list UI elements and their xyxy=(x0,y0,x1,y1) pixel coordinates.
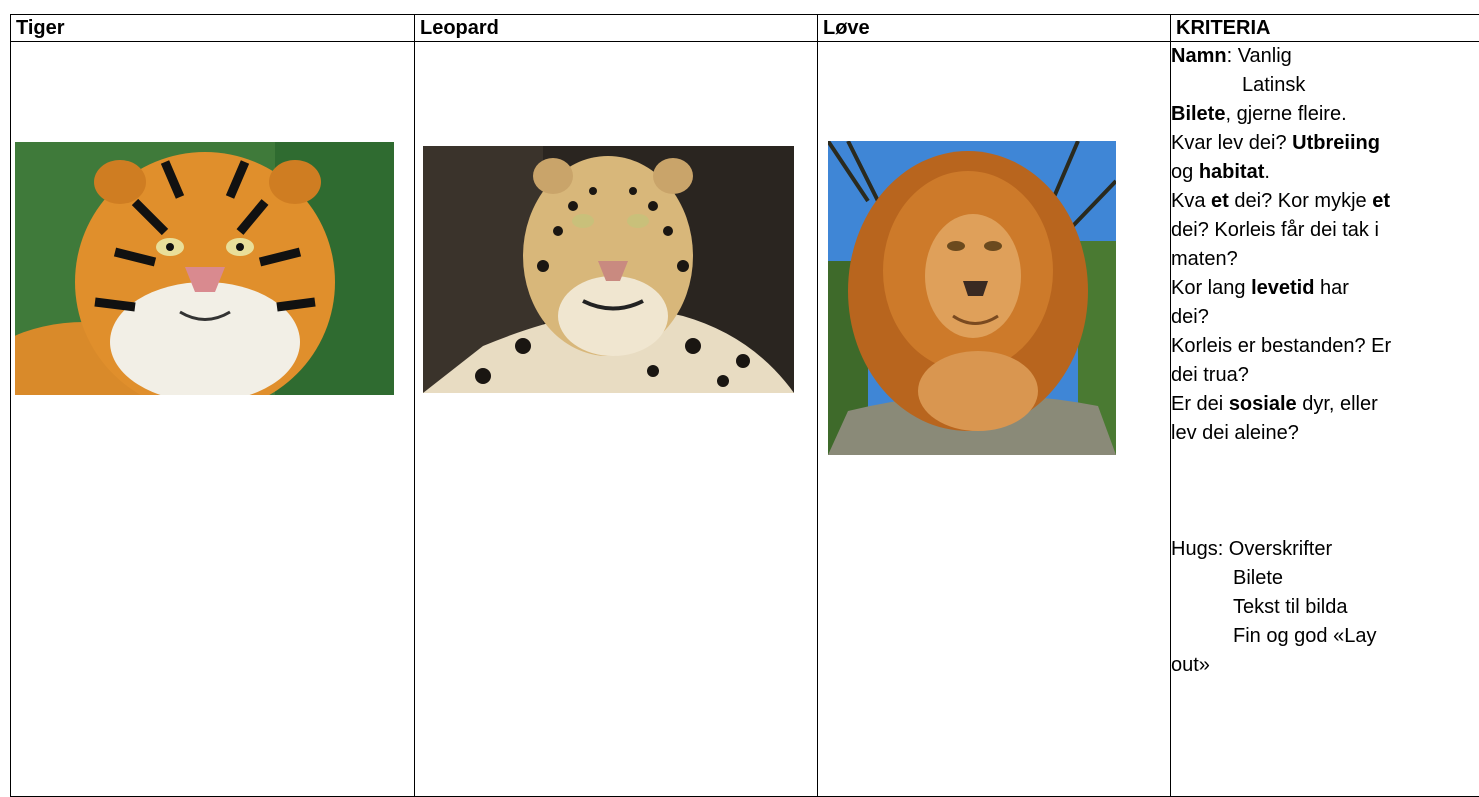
criteria-life-line-1 xyxy=(1171,274,1479,303)
picture-rest: , gjerne fleire. xyxy=(1225,103,1347,125)
header-row xyxy=(11,15,1479,42)
remember-line-3: Tekst til bilda xyxy=(1233,596,1348,618)
name-common: : Vanlig xyxy=(1226,45,1292,67)
tiger-cell xyxy=(11,42,415,797)
header-lion: Løve xyxy=(818,15,1171,42)
leopard-photo xyxy=(423,146,794,393)
header-leopard: Leopard xyxy=(415,15,818,42)
habitat-dot: . xyxy=(1264,161,1270,183)
spread-word: Utbreiing xyxy=(1292,132,1380,154)
social-q1: Er dei xyxy=(1171,393,1229,415)
remember-line-5: out» xyxy=(1171,654,1210,676)
criteria-life-line-2: dei? xyxy=(1171,306,1209,328)
criteria-social-line-2: lev dei aleine? xyxy=(1171,422,1299,444)
criteria-stock-line-1: Korleis er bestanden? Er xyxy=(1171,335,1392,357)
criteria-latin-line: Latinsk xyxy=(1242,74,1306,96)
eat-word: et xyxy=(1211,190,1229,212)
criteria-eat-line-1 xyxy=(1171,187,1479,216)
animal-comparison-table xyxy=(10,14,1479,797)
criteria-eat-line-3: maten? xyxy=(1171,248,1238,270)
remember-line-1: Hugs: Overskrifter xyxy=(1171,538,1333,560)
picture-label: Bilete xyxy=(1171,103,1226,125)
criteria-stock-line-2: dei trua? xyxy=(1171,364,1249,386)
leopard-cell xyxy=(415,42,818,797)
life-q1: Kor lang xyxy=(1171,277,1252,299)
and-word: og xyxy=(1171,161,1199,183)
social-word: sosiale xyxy=(1228,393,1297,415)
criteria-eat-line-2: dei? Korleis får dei tak i xyxy=(1171,219,1379,241)
criteria-name-line xyxy=(1171,42,1479,71)
social-q2: dyr, eller xyxy=(1296,393,1378,415)
header-criteria: KRITERIA xyxy=(1171,15,1479,42)
eat-q1: Kva xyxy=(1171,190,1212,212)
remember-line-4: Fin og god «Lay xyxy=(1233,625,1377,647)
lifespan-word: levetid xyxy=(1251,277,1315,299)
life-q2: har xyxy=(1314,277,1349,299)
criteria-cell xyxy=(1171,42,1479,797)
criteria-where-line xyxy=(1171,129,1479,158)
content-row xyxy=(11,42,1479,797)
header-tiger: Tiger xyxy=(11,15,415,42)
criteria-habitat-line xyxy=(1171,158,1479,187)
eat-q2: dei? Kor mykje xyxy=(1228,190,1373,212)
criteria-spacer xyxy=(1171,448,1479,535)
criteria-social-line-1 xyxy=(1171,390,1479,419)
habitat-word: habitat xyxy=(1198,161,1265,183)
eat-word-2: et xyxy=(1372,190,1391,212)
criteria-picture-line xyxy=(1171,100,1479,129)
tiger-photo xyxy=(15,142,394,395)
lion-cell xyxy=(818,42,1171,797)
name-label: Namn xyxy=(1171,45,1227,67)
where-question: Kvar lev dei? xyxy=(1171,132,1293,154)
lion-photo xyxy=(828,141,1116,455)
remember-line-2: Bilete xyxy=(1233,567,1284,589)
